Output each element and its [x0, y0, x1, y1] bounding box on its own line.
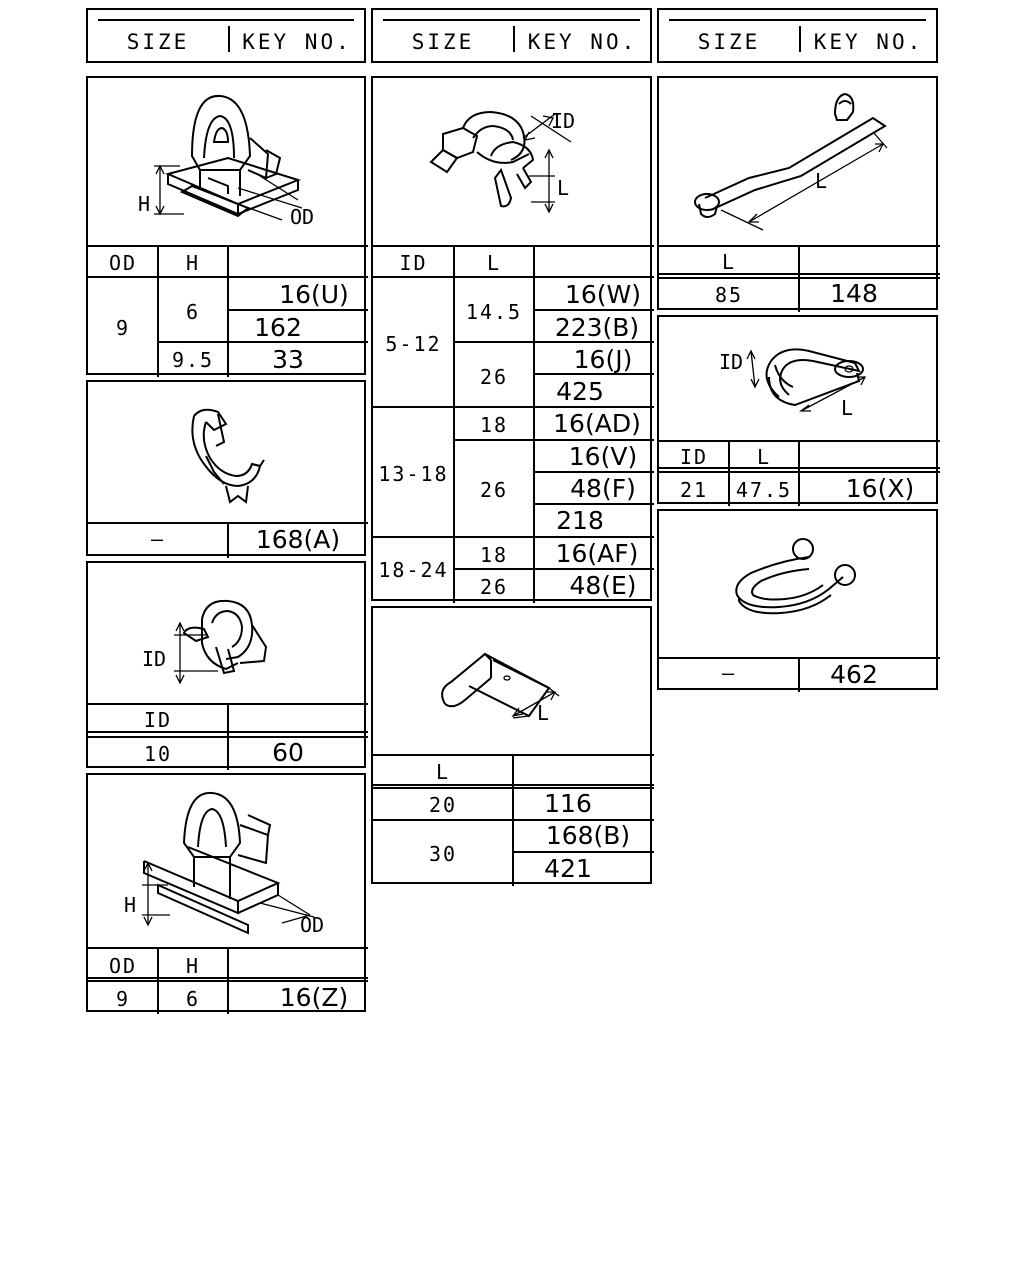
clip-drawing: [659, 78, 940, 312]
header-box-col3: [657, 8, 938, 63]
push-clip-illustration: [168, 96, 298, 216]
cell-l: 26: [479, 365, 509, 389]
cell-key-no: 223(B): [554, 313, 640, 342]
cell-h: 6: [185, 300, 201, 324]
col-header-h: H: [185, 954, 201, 978]
cell-key-no: 48(E): [569, 571, 637, 600]
header-size-label: SIZE: [697, 30, 761, 54]
hook-clip-illustration: [192, 410, 264, 502]
col-header-l: L: [721, 250, 737, 274]
cell-h: 9.5: [171, 348, 215, 372]
cell-id: 5-12: [385, 332, 442, 356]
col-header-l: L: [435, 760, 451, 784]
cell-od: 9: [115, 316, 131, 340]
cell-h: 6: [185, 987, 201, 1011]
dim-label-l: L: [557, 176, 570, 200]
header-size-label: SIZE: [126, 30, 190, 54]
dim-label-l: L: [841, 396, 854, 420]
dim-label-h: H: [138, 192, 151, 216]
cell-size: —: [150, 527, 166, 551]
clip-drawing: [88, 775, 368, 1014]
part-panel-loop-clamp: [657, 315, 938, 504]
cell-l: 18: [479, 543, 509, 567]
cell-key-no: 16(U): [279, 280, 349, 309]
cell-key-no: 16(J): [573, 345, 633, 374]
cell-l: 26: [479, 575, 509, 599]
cell-id: 21: [679, 478, 709, 502]
pipe-clip-illustration: [184, 601, 266, 673]
dim-label-od: OD: [300, 913, 325, 937]
cell-size: —: [721, 661, 737, 685]
cell-key-no: 116: [544, 789, 592, 818]
push-clip-illustration: [144, 793, 278, 933]
cell-l: 18: [479, 413, 509, 437]
cell-key-no: 148: [830, 279, 878, 308]
cell-id: 10: [143, 742, 173, 766]
part-panel-band-clip: [371, 76, 652, 601]
band-clip-illustration: [431, 112, 533, 206]
header-size-label: SIZE: [411, 30, 475, 54]
col-header-h: H: [185, 251, 201, 275]
dim-label-id: ID: [719, 350, 744, 374]
cell-key-no: 16(W): [564, 280, 642, 309]
dimension-lines: [513, 688, 559, 718]
cell-key-no: 168(A): [255, 525, 341, 554]
plate-clip-illustration: [442, 654, 549, 716]
cell-key-no: 48(F): [570, 474, 636, 503]
dim-label-h: H: [124, 893, 137, 917]
cell-key-no: 16(V): [568, 442, 638, 471]
cell-l: 85: [714, 283, 744, 307]
col-header-l: L: [756, 445, 772, 469]
header-box-col1: [86, 8, 366, 63]
cell-l: 20: [428, 793, 458, 817]
cell-key-no: 16(X): [845, 474, 915, 503]
cell-l: 14.5: [465, 300, 523, 324]
part-panel-clip-od-h: [86, 76, 366, 375]
dim-label-id: ID: [551, 109, 576, 133]
part-panel-strap: [657, 76, 938, 310]
cell-l: 26: [479, 478, 509, 502]
dim-label-id: ID: [142, 647, 167, 671]
dimension-lines: [721, 132, 887, 230]
ring-clip-illustration: [736, 539, 855, 613]
header-key-label: KEY NO.: [527, 30, 638, 54]
part-panel-plate-clip: [371, 606, 652, 884]
part-panel-hook-clip: [86, 380, 366, 556]
part-panel-pipe-clip: [86, 561, 366, 768]
cell-key-no: 462: [830, 660, 878, 689]
cell-id: 18-24: [378, 558, 449, 582]
cell-key-no: 218: [556, 506, 604, 535]
cell-key-no: 33: [272, 345, 304, 374]
cell-l: 30: [428, 842, 458, 866]
cell-key-no: 16(Z): [279, 983, 349, 1012]
cell-key-no: 168(B): [545, 821, 631, 850]
cell-key-no: 60: [272, 738, 304, 767]
cell-key-no: 421: [544, 854, 592, 883]
col-header-id: ID: [399, 251, 428, 275]
col-header-od: OD: [108, 251, 138, 275]
col-header-id: ID: [143, 708, 173, 732]
col-header-id: ID: [679, 445, 709, 469]
col-header-od: OD: [108, 954, 138, 978]
cell-key-no: 16(AF): [555, 539, 639, 568]
header-box-col2: [371, 8, 652, 63]
dim-label-l: L: [815, 169, 828, 193]
part-panel-clip-od-h-2: [86, 773, 366, 1012]
header-key-label: KEY NO.: [242, 30, 352, 54]
part-panel-ring-clip: [657, 509, 938, 690]
cell-id: 13-18: [378, 462, 449, 486]
cell-key-no: 425: [556, 377, 604, 406]
cell-key-no: 16(AD): [553, 409, 641, 438]
cell-key-no: 162: [254, 313, 302, 342]
cell-od: 9: [115, 987, 131, 1011]
header-key-label: KEY NO.: [813, 30, 924, 54]
col-header-l: L: [486, 251, 502, 275]
dimension-lines: [174, 623, 218, 683]
dim-label-l: L: [537, 701, 550, 725]
cell-l: 47.5: [735, 478, 793, 502]
dim-label-od: OD: [290, 205, 315, 229]
